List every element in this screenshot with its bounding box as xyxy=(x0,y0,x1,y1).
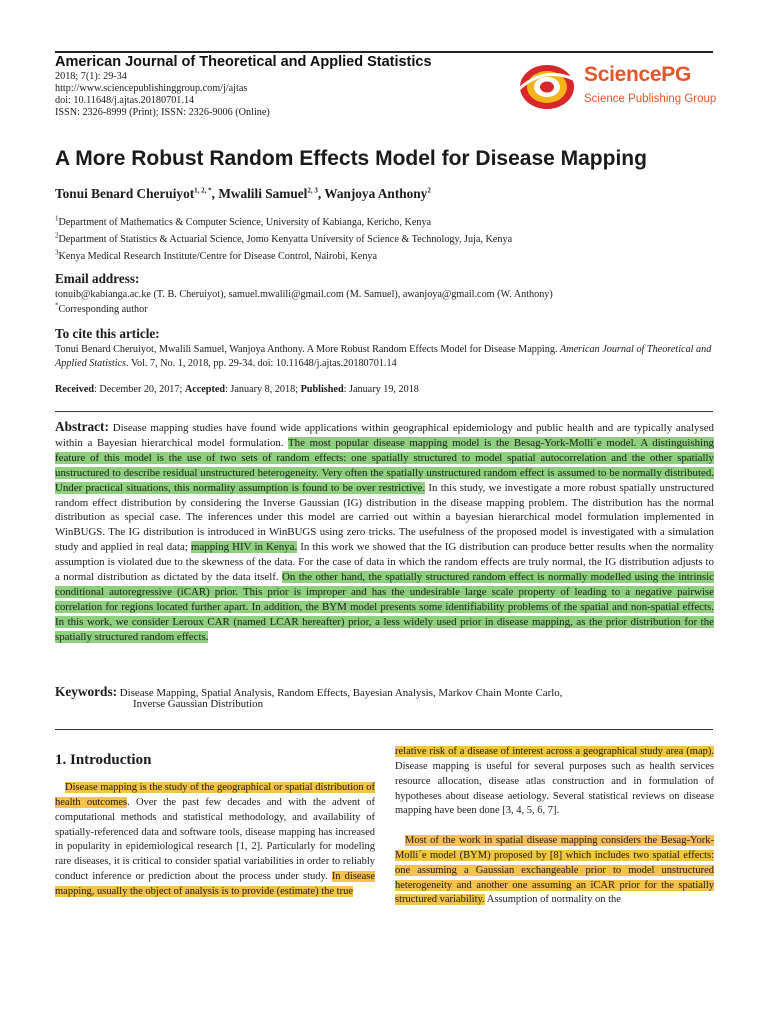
highlight: Most of the work in spatial disease mapping considers the Besag-York-Molli´e model (BYM) proposed by [8] which includes two spatial effects: one assuming a Gaussian exchangeable prior to model unstructured heterogeneity and another one assuming an iCAR prior for the spatially structured variability. xyxy=(395,835,714,906)
intro-right-column: relative risk of a disease of interest across a geographical study area (map). Disease mapping is useful for several purposes such as health services resource allocation, disease atlas construction and in formulation of hypotheses about disease aetiology. Several statistical reviews on disease mapping have been done [3, 4, 5, 6, 7]. xyxy=(395,746,714,817)
keywords-line2: Inverse Gaussian Distribution xyxy=(133,698,264,710)
paper-title: A More Robust Random Effects Model for Disease Mapping xyxy=(55,147,647,170)
divider xyxy=(55,411,713,412)
sciencepg-logo-icon xyxy=(517,62,583,112)
affiliation: $^3$Kenya Medical Research Institute/Centre for Disease Control, Nairobi, Kenya xyxy=(55,248,378,262)
author-name: Mwalili Samuel xyxy=(218,186,308,201)
highlight: Disease mapping is the study of the geographical or spatial distribution of health outcomes xyxy=(55,782,375,808)
header-rule xyxy=(55,51,713,53)
citation-text: Tonui Benard Cheruiyot, Mwalili Samuel, Wanjoya Anthony. A More Robust Random Effects Model for Disease Mapping. American Journal of Theoretical and Applied Statistics. Vol. 7, No. 1, 2018, pp. 29-34. doi: 10.11648/j.ajtas.20180701.14 xyxy=(55,344,712,370)
logo-name: SciencePG xyxy=(584,63,692,86)
publication-dates: Received: December 20, 2017; Accepted: January 8, 2018; Published: January 19, 2018 xyxy=(55,384,419,395)
divider xyxy=(55,729,713,730)
cite-heading: To cite this article: xyxy=(55,326,160,341)
intro-left-column: Disease mapping is the study of the geographical or spatial distribution of health outcomes. Over the past few decades and with the advent of computational methods and statistical methodology, and availability of spatially-referenced data and software tools, disease mapping has increased in popularity in epidemiological research [1, 2]. Particularly for modeling rare diseases, it is critical to consider spatial variabilities in order to reliably conduct inference or prediction about the process under study. In disease mapping, usually the object of analysis is to provide (estimate) the true xyxy=(55,782,375,897)
affiliation: $^1$Department of Mathematics & Computer Science, University of Kabianga, Kericho, Kenya xyxy=(55,214,432,228)
author-name: Tonui Benard Cheruiyot xyxy=(55,186,195,201)
highlight: In disease mapping, usually the object of analysis is to provide (estimate) the true xyxy=(55,871,375,897)
highlight: relative risk of a disease of interest across a geographical study area (map). xyxy=(395,746,714,757)
author-affil: 2, 3 xyxy=(307,186,318,195)
keywords: Keywords: Disease Mapping, Spatial Analysis, Random Effects, Bayesian Analysis, Markov Chain Monte Carlo, xyxy=(55,684,563,699)
journal-doi: doi: 10.11648/j.ajtas.20180701.14 xyxy=(55,95,195,106)
highlight: The most popular disease mapping model is the Besag-York-Molli´e model. A distinguishing feature of this model is the use of two sets of random effects: one spatially structured to model spatial autocorrelation and the other spatially unstructured to describe residual unstructured heterogeneity. Very often the spatially unstructured random effect is assumed to be normally distributed. Under practical situations, this normality assumption is found to be over restrictive. xyxy=(55,436,714,494)
corresponding-author-note: *Corresponding author xyxy=(55,301,148,315)
author-list: Tonui Benard Cheruiyot$^{1, 2, *}$, Mwalili Samuel$^{2, 3}$, Wanjoya Anthony$^2$ xyxy=(55,186,431,201)
affiliation: $^2$Department of Statistics & Actuarial Science, Jomo Kenyatta University of Science & Technology, Juja, Kenya xyxy=(55,231,513,245)
journal-issn: ISSN: 2326-8999 (Print); ISSN: 2326-9006 (Online) xyxy=(55,107,270,118)
journal-issue: 2018; 7(1): 29-34 xyxy=(55,71,127,82)
email-addresses[interactable]: tonuib@kabianga.ac.ke (T. B. Cheruiyot), samuel.mwalili@gmail.com (M. Samuel), awanjoya@gmail.com (W. Anthony) xyxy=(55,289,553,300)
abstract: Abstract: Disease mapping studies have found wide applications within geographical epidemiology and public health and are typically analysed within a Bayesian hierarchical model formulation. The most popular disease mapping model is the Besag-York-Molli´e model. A distinguishing feature of this model is the use of two sets of random effects: one spatially structured to model spatial autocorrelation and the other spatially unstructured to describe residual unstructured heterogeneity. Very often the spatially unstructured random effect is assumed to be normally distributed. Under practical situations, this normality assumption is found to be over restrictive. In this study, we investigate a more robust spatially unstructured random effect distribution by considering the Inverse Gaussian (IG) distribution in the disease mapping problem. The distribution has the normal distribution as special case. The inferences under this model are carried out within a bayesian hierarchical model formulation implemented in WinBUGS. The IG distribution is introduced in WinBUGS using zero tricks. The usefulness of the proposed model is investigated with a simulation study and applied in real data; mapping HIV in Kenya. In this work we showed that the IG distribution can produce better results when the normality assumption is violated due to the skewness of the data. For the case of data in which the random effects are truly normal, the IG distribution adjusts to a normal distribution as dictated by the data itself. On the other hand, the spatially structured random effect is normally modelled using the intrinsic conditional autoregressive (iCAR) prior. This prior is improper and has the undesirable large scale property of leading to a negative pairwise correlation for regions located further apart. In addition, the BYM model presents some identifiability problems of the spatial and non-spatial effects. In this work, we consider Leroux CAR (named LCAR hereafter) prior, a less widely used prior in disease mapping, as the prior distribution for the spatially structured random effects. xyxy=(55,419,715,643)
highlight: On the other hand, the spatially structured random effect is normally modelled using the intrinsic conditional autoregressive (iCAR) prior. This prior is improper and has the undesirable large scale property of leading to a negative pairwise correlation for regions located further apart. In addition, the BYM model presents some identifiability problems of the spatial and non-spatial effects. In this work, we consider Leroux CAR (named LCAR hereafter) prior, a less widely used prior in disease mapping, as the prior distribution for the spatially structured random effects. xyxy=(55,571,715,643)
author-affil: 1, 2, * xyxy=(194,186,212,195)
section-heading: 1. Introduction xyxy=(55,752,152,768)
journal-name: American Journal of Theoretical and Applied Statistics xyxy=(55,54,432,70)
author-name: Wanjoya Anthony xyxy=(324,186,428,201)
highlight: mapping HIV in Kenya. xyxy=(190,541,298,554)
logo-subtitle: Science Publishing Group xyxy=(584,93,717,105)
author-affil: 2 xyxy=(427,186,431,195)
email-heading: Email address: xyxy=(55,271,140,286)
intro-right-paragraph: Most of the work in spatial disease mapping considers the Besag-York-Molli´e model (BYM) proposed by [8] which includes two spatial effects: one assuming a Gaussian exchangeable prior to model unstructured heterogeneity and another one assuming an iCAR prior for the spatially structured variability. Assumption of normality on the xyxy=(395,835,714,906)
journal-url[interactable]: http://www.sciencepublishinggroup.com/j/ajtas xyxy=(55,83,248,94)
